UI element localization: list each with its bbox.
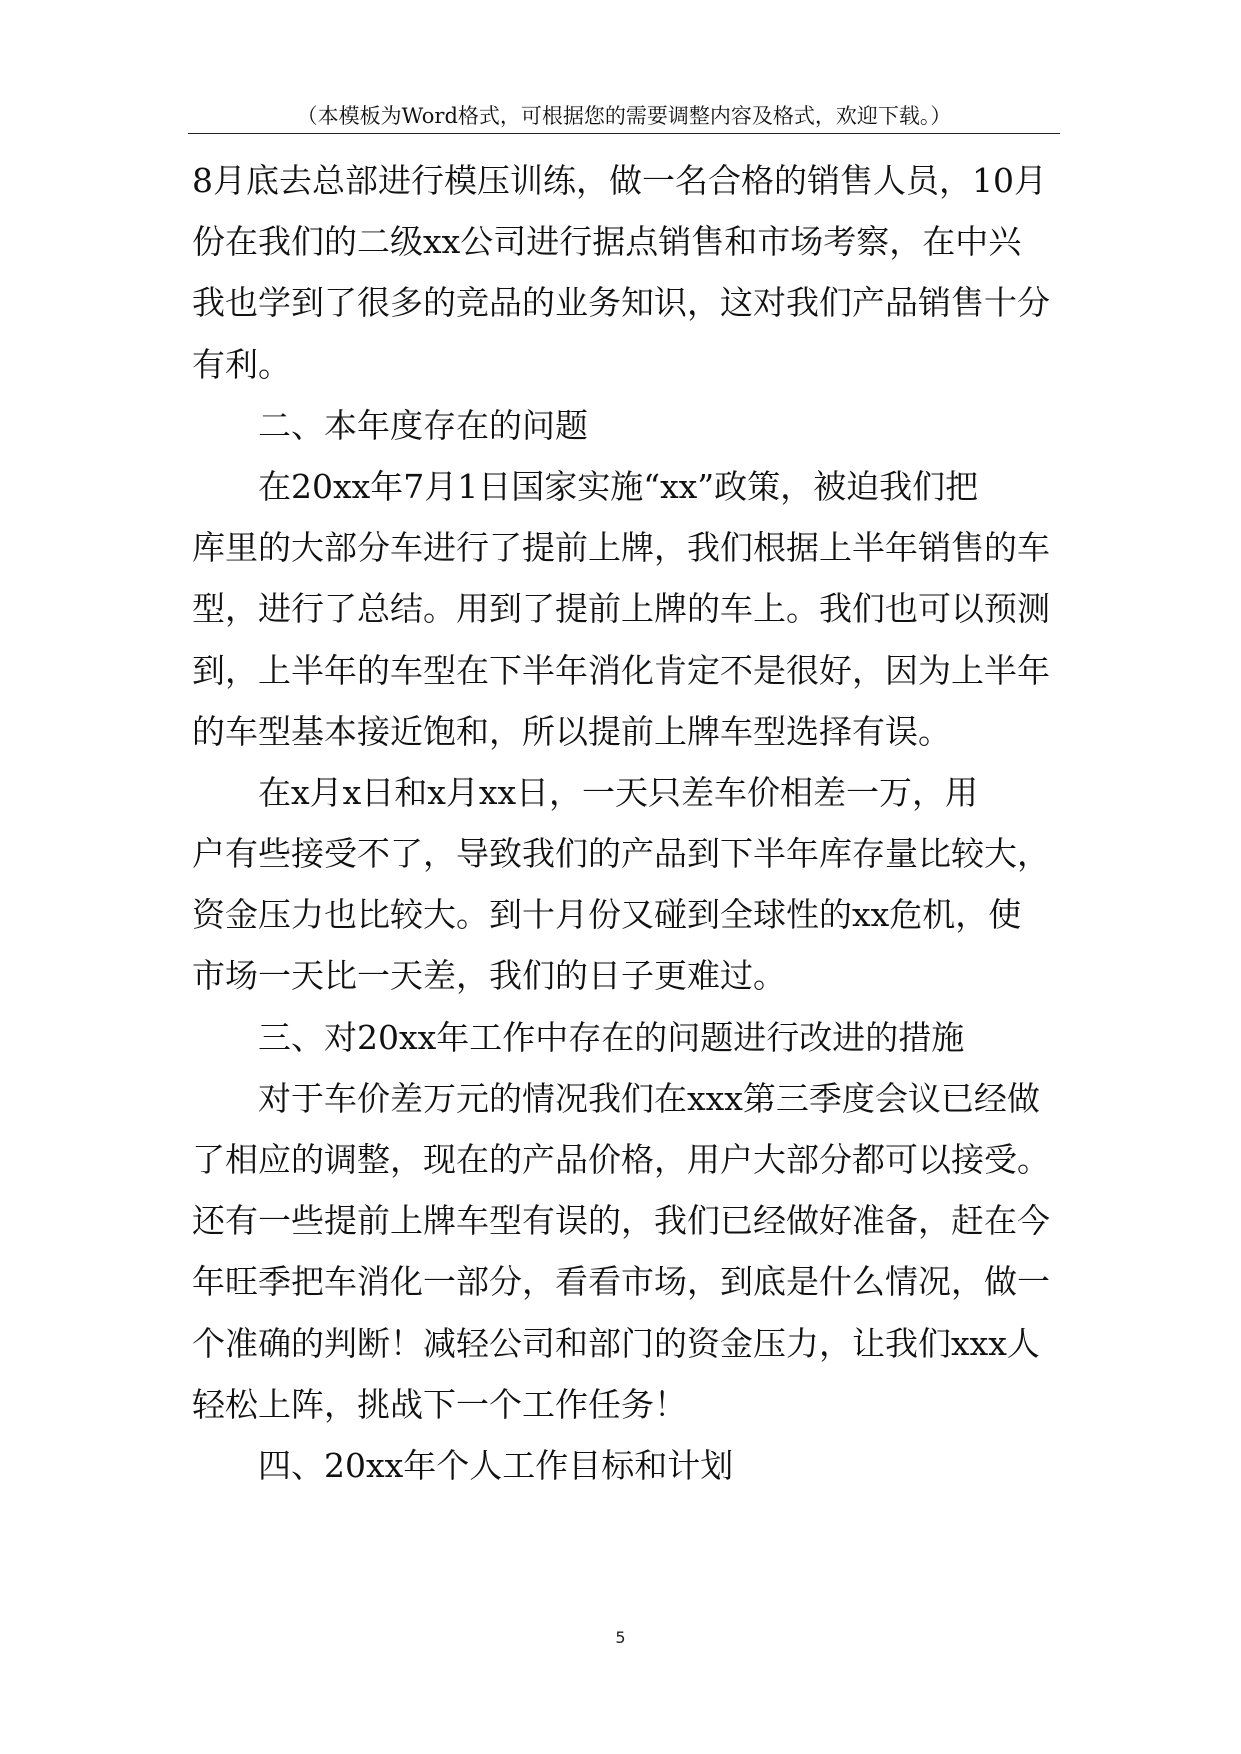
page-number: 5	[615, 1628, 626, 1647]
body-line: 年旺季把车消化一部分，看看市场，到底是什么情况，做一	[192, 1262, 1050, 1302]
body-line: 还有一些提前上牌车型有误的，我们已经做好准备，赶在今	[192, 1201, 1050, 1241]
section-heading-4: 四、20xx年个人工作目标和计划	[258, 1445, 734, 1485]
body-line: 在x月x日和x月xx日，一天只差车价相差一万，用	[258, 772, 979, 812]
body-line: 到，上半年的车型在下半年消化肯定不是很好，因为上半年	[192, 650, 1050, 690]
document-body	[192, 150, 1072, 1496]
body-line: 对于车价差万元的情况我们在xxx第三季度会议已经做	[258, 1078, 1040, 1118]
body-line: 了相应的调整，现在的产品价格，用户大部分都可以接受。	[192, 1140, 1050, 1179]
header-divider	[188, 133, 1060, 134]
body-line: 市场一天比一天差，我们的日子更难过。	[192, 956, 786, 996]
section-heading-2: 二、本年度存在的问题	[258, 405, 588, 445]
section-heading-3: 三、对20xx年工作中存在的问题进行改进的措施	[258, 1017, 965, 1057]
body-line: 库里的大部分车进行了提前上牌，我们根据上半年销售的车	[192, 528, 1050, 568]
body-line: 有利。	[192, 344, 291, 384]
body-line: 份在我们的二级xx公司进行据点销售和市场考察，在中兴	[192, 222, 1022, 262]
body-line: 个准确的判断！减轻公司和部门的资金压力，让我们xxx人	[192, 1323, 1040, 1363]
body-line: 8月底去总部进行模压训练，做一名合格的销售人员，10月	[192, 161, 1047, 200]
template-notice: （本模板为Word格式，可根据您的需要调整内容及格式，欢迎下载。）	[296, 104, 952, 128]
body-line: 资金压力也比较大。到十月份又碰到全球性的xx危机，使	[192, 895, 1022, 935]
body-line: 的车型基本接近饱和，所以提前上牌车型选择有误。	[192, 711, 951, 751]
body-line: 型，进行了总结。用到了提前上牌的车上。我们也可以预测	[192, 589, 1050, 629]
body-line: 轻松上阵，挑战下一个工作任务！	[192, 1384, 687, 1424]
body-line: 在20xx年7月1日国家实施“xx”政策，被迫我们把	[258, 466, 979, 506]
body-line: 我也学到了很多的竞品的业务知识，这对我们产品销售十分	[192, 283, 1050, 323]
body-line: 户有些接受不了，导致我们的产品到下半年库存量比较大，	[192, 834, 1050, 874]
